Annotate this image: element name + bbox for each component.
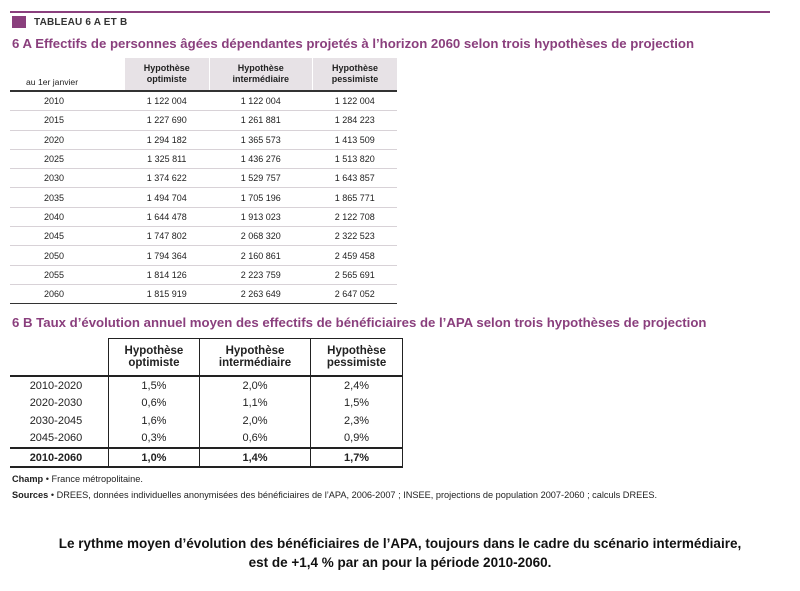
period-cell: 2010-2020 <box>10 376 109 395</box>
value-cell: 1 705 196 <box>209 188 312 207</box>
table-b <box>10 338 403 468</box>
rate-cell: 0,6% <box>109 395 200 413</box>
table-row <box>10 130 397 149</box>
table-row <box>10 207 397 226</box>
year-cell: 2040 <box>10 207 125 226</box>
col-header-line1: Hypothèse <box>331 63 378 73</box>
value-cell: 1 865 771 <box>312 188 397 207</box>
caption <box>0 534 800 572</box>
tag-marker <box>12 16 26 28</box>
table-row <box>10 395 403 413</box>
rate-cell: 2,3% <box>311 412 403 430</box>
col-header-optimiste <box>109 339 200 377</box>
value-cell: 1 261 881 <box>209 111 312 130</box>
year-cell: 2010 <box>10 91 125 111</box>
value-cell: 1 413 509 <box>312 130 397 149</box>
col-header-intermediaire <box>199 339 310 377</box>
year-cell: 2060 <box>10 284 125 303</box>
caption-line: est de +1,4 % par an pour la période 2010-2060. <box>248 555 552 570</box>
value-cell: 1 374 622 <box>125 169 210 188</box>
year-cell: 2050 <box>10 246 125 265</box>
value-cell: 2 068 320 <box>209 227 312 246</box>
corner-cell <box>10 339 109 377</box>
value-cell: 1 284 223 <box>312 111 397 130</box>
table-b-title: 6 B Taux d’évolution annuel moyen des effectifs de bénéficiaires de l’APA selon trois hypothèses de projection <box>12 315 707 330</box>
value-cell: 1 122 004 <box>125 91 210 111</box>
table-a-title: 6 A Effectifs de personnes âgées dépendantes projetés à l’horizon 2060 selon trois hypothèses de projection <box>12 36 695 51</box>
col-header-line1: Hypothèse <box>327 345 386 357</box>
value-cell: 1 325 811 <box>125 149 210 168</box>
value-cell: 2 322 523 <box>312 227 397 246</box>
value-cell: 2 160 861 <box>209 246 312 265</box>
champ-text: • France métropolitaine. <box>43 474 143 484</box>
period-cell: 2010-2060 <box>10 448 109 467</box>
col-header-line2: intermédiaire <box>218 357 292 369</box>
rate-cell: 0,6% <box>199 430 310 449</box>
period-cell: 2020-2030 <box>10 395 109 413</box>
col-header-intermediaire <box>209 58 312 91</box>
value-cell: 2 565 691 <box>312 265 397 284</box>
champ-label: Champ <box>12 474 44 484</box>
rate-cell: 1,5% <box>109 376 200 395</box>
value-cell: 1 794 364 <box>125 246 210 265</box>
table-row <box>10 149 397 168</box>
value-cell: 1 294 182 <box>125 130 210 149</box>
table-row <box>10 412 403 430</box>
table-row <box>10 91 397 111</box>
value-cell: 1 513 820 <box>312 149 397 168</box>
rate-cell: 1,7% <box>311 448 403 467</box>
table-tag <box>12 16 127 28</box>
sources-note <box>12 490 657 500</box>
table-row <box>10 111 397 130</box>
value-cell: 1 494 704 <box>125 188 210 207</box>
row-header-label: au 1er janvier <box>26 77 79 87</box>
col-header-pessimiste <box>312 58 397 91</box>
sources-label: Sources <box>12 490 49 500</box>
col-header-line2: pessimiste <box>326 357 387 369</box>
table-row <box>10 188 397 207</box>
value-cell: 2 459 458 <box>312 246 397 265</box>
year-cell: 2025 <box>10 149 125 168</box>
col-header-pessimiste <box>311 339 403 377</box>
table-row <box>10 227 397 246</box>
rate-cell: 1,5% <box>311 395 403 413</box>
sources-text: • DREES, données individuelles anonymisées des bénéficiaires de l’APA, 2006-2007 ; INSEE, projections de population 2007-2060 ; calculs DREES. <box>48 490 658 500</box>
year-cell: 2020 <box>10 130 125 149</box>
value-cell: 2 647 052 <box>312 284 397 303</box>
year-cell: 2055 <box>10 265 125 284</box>
value-cell: 1 643 857 <box>312 169 397 188</box>
value-cell: 1 436 276 <box>209 149 312 168</box>
table-row <box>10 430 403 449</box>
table-row <box>10 265 397 284</box>
col-header-line1: Hypothèse <box>143 63 190 73</box>
value-cell: 1 644 478 <box>125 207 210 226</box>
champ-note <box>12 474 143 484</box>
value-cell: 2 223 759 <box>209 265 312 284</box>
row-header <box>10 58 125 91</box>
value-cell: 1 747 802 <box>125 227 210 246</box>
col-header-optimiste <box>125 58 210 91</box>
year-cell: 2035 <box>10 188 125 207</box>
table-row <box>10 376 403 395</box>
table-a <box>10 58 397 304</box>
rate-cell: 2,0% <box>199 412 310 430</box>
value-cell: 2 263 649 <box>209 284 312 303</box>
table-row <box>10 284 397 303</box>
rate-cell: 1,1% <box>199 395 310 413</box>
col-header-line2: intermédiaire <box>232 74 289 84</box>
year-cell: 2045 <box>10 227 125 246</box>
period-cell: 2045-2060 <box>10 430 109 449</box>
rate-cell: 1,4% <box>199 448 310 467</box>
value-cell: 1 815 919 <box>125 284 210 303</box>
total-row <box>10 448 403 467</box>
caption-line: Le rythme moyen d’évolution des bénéficiaires de l’APA, toujours dans le cadre du scénario intermédiaire, <box>58 536 742 551</box>
rate-cell: 1,6% <box>109 412 200 430</box>
rate-cell: 2,4% <box>311 376 403 395</box>
rate-cell: 2,0% <box>199 376 310 395</box>
value-cell: 1 814 126 <box>125 265 210 284</box>
col-header-line1: Hypothèse <box>225 345 285 357</box>
table-row <box>10 246 397 265</box>
tag-label: TABLEAU 6 A ET B <box>34 16 128 28</box>
year-cell: 2030 <box>10 169 125 188</box>
value-cell: 2 122 708 <box>312 207 397 226</box>
table-row <box>10 169 397 188</box>
rate-cell: 0,3% <box>109 430 200 449</box>
col-header-line1: Hypothèse <box>124 345 184 357</box>
rate-cell: 0,9% <box>311 430 403 449</box>
col-header-line2: pessimiste <box>331 74 379 84</box>
year-cell: 2015 <box>10 111 125 130</box>
header-rule <box>10 11 770 13</box>
value-cell: 1 913 023 <box>209 207 312 226</box>
value-cell: 1 227 690 <box>125 111 210 130</box>
value-cell: 1 365 573 <box>209 130 312 149</box>
col-header-line2: optimiste <box>128 357 180 369</box>
value-cell: 1 122 004 <box>312 91 397 111</box>
col-header-line2: optimiste <box>146 74 187 84</box>
value-cell: 1 529 757 <box>209 169 312 188</box>
period-cell: 2030-2045 <box>10 412 109 430</box>
value-cell: 1 122 004 <box>209 91 312 111</box>
rate-cell: 1,0% <box>109 448 200 467</box>
col-header-line1: Hypothèse <box>237 63 284 73</box>
